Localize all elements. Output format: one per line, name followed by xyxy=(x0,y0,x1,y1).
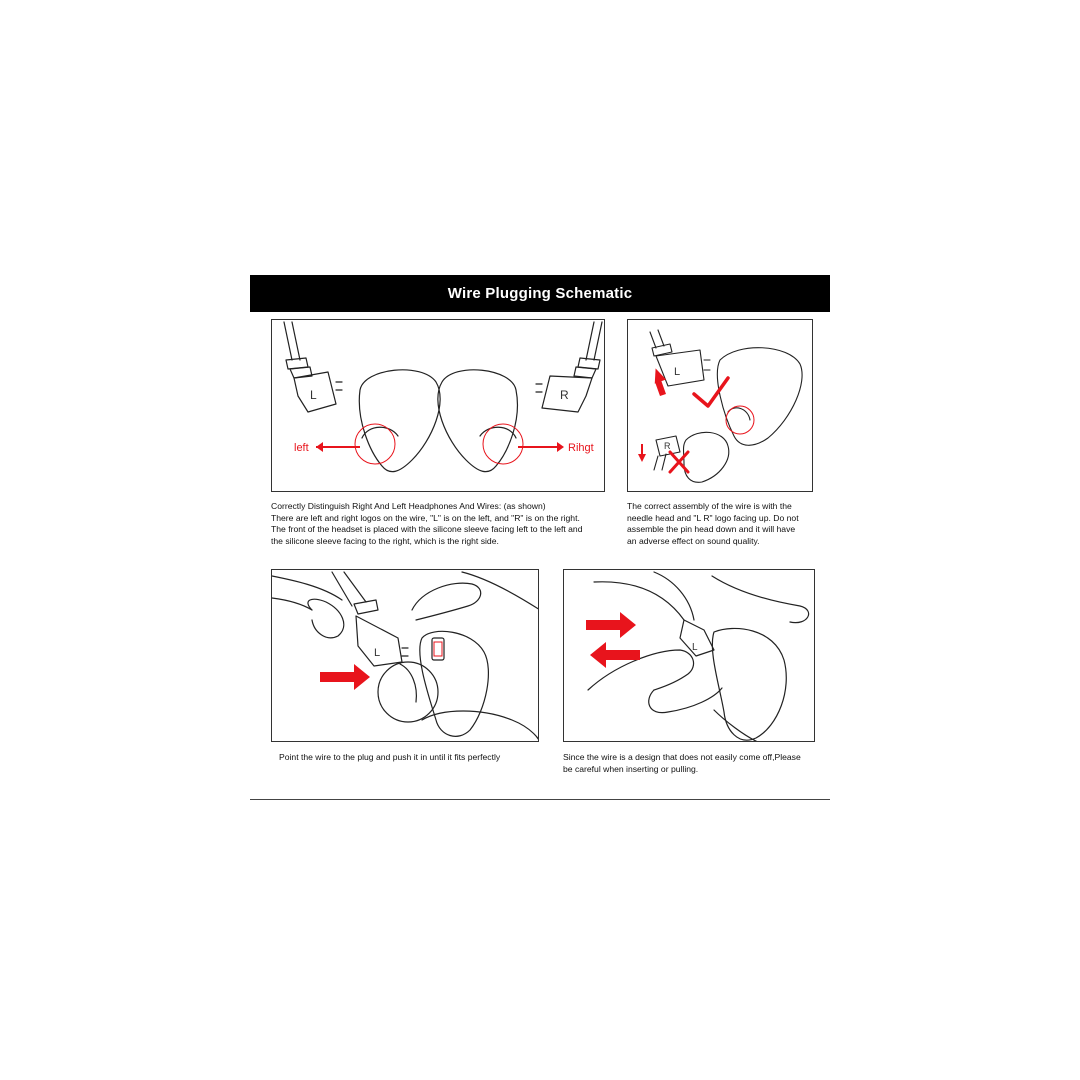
caption-line: The front of the headset is placed with the silicone sleeve facing left to the left and xyxy=(271,524,583,535)
title-bar xyxy=(250,275,830,312)
plug-right-label: R xyxy=(560,388,569,402)
caption-line: assemble the pin head down and it will have xyxy=(627,524,796,535)
caption-line: the silicone sleeve facing to the right, which is the right side. xyxy=(271,535,499,546)
page-title: Wire Plugging Schematic xyxy=(447,285,633,302)
right-label: Rihgt xyxy=(568,442,594,454)
caption-line: an adverse effect on sound quality. xyxy=(627,535,760,546)
assembly-illustration xyxy=(628,320,813,492)
plug-label: L xyxy=(374,647,381,659)
panel-push-in xyxy=(271,569,539,742)
caption-line: Correctly Distinguish Right And Left Headphones And Wires: (as shown) xyxy=(271,501,546,511)
caption-line: Since the wire is a design that does not easily come off,Please xyxy=(563,752,801,762)
panel-careful xyxy=(563,569,815,742)
caption-left-right xyxy=(271,501,611,547)
plug-bottom-label: R xyxy=(664,441,671,451)
caption-careful xyxy=(563,752,825,775)
left-right-illustration xyxy=(272,320,605,492)
careful-illustration xyxy=(564,570,815,742)
caption-line: be careful when inserting or pulling. xyxy=(563,763,699,774)
caption-line: needle head and "L R" logo facing up. Do not xyxy=(627,512,799,523)
caption-line: The correct assembly of the wire is with the xyxy=(627,501,792,511)
caption-line: Point the wire to the plug and push it in until it fits perfectly xyxy=(279,752,501,762)
caption-assembly xyxy=(627,501,817,547)
caption-line: There are left and right logos on the wire, "L" is on the left, and "R" is on the right. xyxy=(271,512,580,523)
panel-assembly xyxy=(627,319,813,492)
plug-top-label: L xyxy=(674,366,681,378)
bottom-divider xyxy=(250,799,830,800)
schematic-sheet xyxy=(250,275,830,801)
plug-label: L xyxy=(692,642,698,653)
panel-left-right xyxy=(271,319,605,492)
left-label: left xyxy=(294,442,309,454)
caption-push-in xyxy=(279,752,569,764)
plug-left-label: L xyxy=(310,388,317,402)
push-in-illustration xyxy=(272,570,539,742)
